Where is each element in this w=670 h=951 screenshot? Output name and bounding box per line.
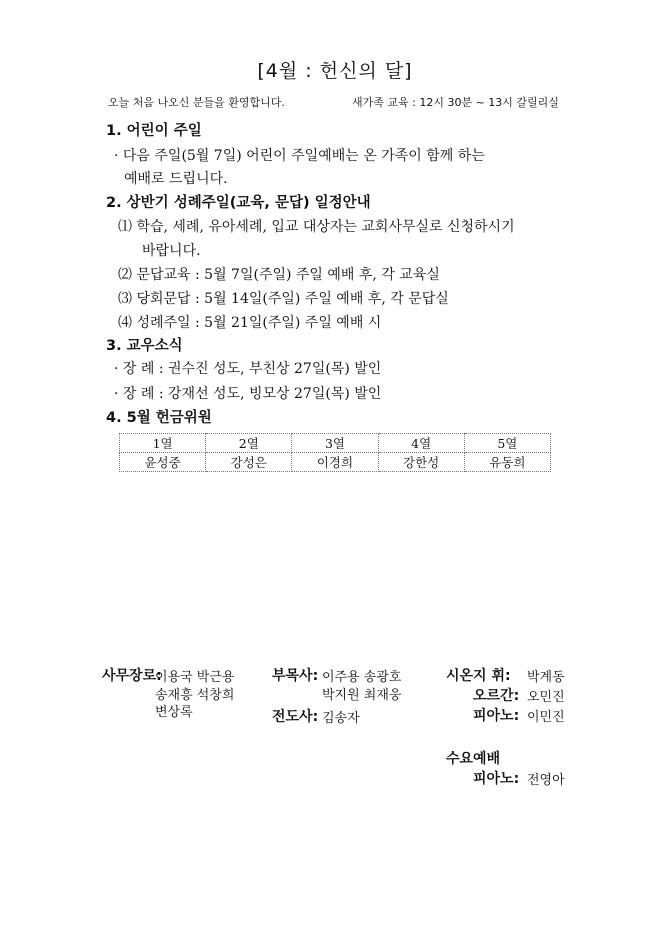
organ-name: 오민진	[527, 690, 565, 705]
choir-conductor-label: 시온지 휘:	[446, 668, 511, 684]
table-cell: 윤성중	[120, 453, 206, 472]
associate-pastor-label: 부목사:	[272, 668, 319, 684]
table-cell: 유동희	[464, 453, 550, 472]
associate-pastor-line-2: 박지원 최재웅	[322, 688, 402, 703]
table-header-cell: 3열	[292, 434, 378, 453]
piano-name: 이민진	[527, 710, 565, 725]
new-family-education-text: 새가족 교육 : 12시 30분 ~ 13시 갈릴리실	[352, 96, 559, 109]
table-cell: 강성은	[206, 453, 292, 472]
evangelist-label: 전도사:	[272, 709, 319, 725]
offering-committee-table	[119, 433, 551, 472]
piano-label: 피아노:	[473, 708, 520, 724]
office-elder-line-1: 이용국 박근용	[155, 670, 235, 685]
section-2-item-4: ⑷ 성례주일 : 5월 21일(주일) 주일 예배 시	[118, 315, 382, 331]
section-3-line-2: · 장 례 : 강재선 성도, 빙모상 27일(목) 발인	[114, 386, 382, 402]
section-2-item-1a: ⑴ 학습, 세례, 유아세례, 입교 대상자는 교회사무실로 신청하시기	[118, 219, 515, 235]
section-2-item-2: ⑵ 문답교육 : 5월 7일(주일) 주일 예배 후, 각 교육실	[118, 267, 440, 283]
organ-label: 오르간:	[473, 688, 520, 704]
section-1-title: 1. 어린이 주일	[106, 123, 202, 139]
section-3-line-1: · 장 례 : 권수진 성도, 부친상 27일(목) 발인	[114, 361, 382, 377]
table-header-cell: 1열	[120, 434, 206, 453]
table-header-cell: 5열	[464, 434, 550, 453]
wednesday-service-label: 수요예배	[446, 751, 501, 767]
table-header-row	[120, 434, 551, 453]
section-2-item-1b: 바랍니다.	[142, 243, 201, 259]
table-header-cell: 2열	[206, 434, 292, 453]
evangelist-name: 김송자	[322, 711, 360, 726]
choir-conductor-name: 박계동	[527, 670, 565, 685]
welcome-text: 오늘 처음 나오신 분들을 환영합니다.	[108, 96, 285, 109]
section-1-line-2: 예배로 드립니다.	[124, 171, 228, 187]
table-cell: 이경희	[292, 453, 378, 472]
table-header-cell: 4열	[378, 434, 464, 453]
associate-pastor-line-1: 이주용 송광호	[322, 670, 402, 685]
page-title: [4월 : 헌신의 달]	[257, 60, 413, 82]
office-elder-label: 사무장로:	[102, 668, 162, 684]
wednesday-piano-name: 전영아	[527, 773, 565, 788]
wednesday-piano-label: 피아노:	[473, 771, 520, 787]
table-cell: 강한성	[378, 453, 464, 472]
section-2-title: 2. 상반기 성례주일(교육, 문답) 일정안내	[106, 195, 371, 211]
table-row	[120, 453, 551, 472]
section-2-item-3: ⑶ 당회문답 : 5월 14일(주일) 주일 예배 후, 각 문답실	[118, 291, 449, 307]
office-elder-line-3: 변상록	[155, 705, 193, 720]
section-1-line-1: · 다음 주일(5월 7일) 어린이 주일예배는 온 가족이 함께 하는	[114, 148, 485, 164]
office-elder-line-2: 송재흥 석창희	[155, 688, 235, 703]
section-3-title: 3. 교우소식	[106, 338, 183, 354]
section-4-title: 4. 5월 헌금위원	[106, 410, 212, 426]
